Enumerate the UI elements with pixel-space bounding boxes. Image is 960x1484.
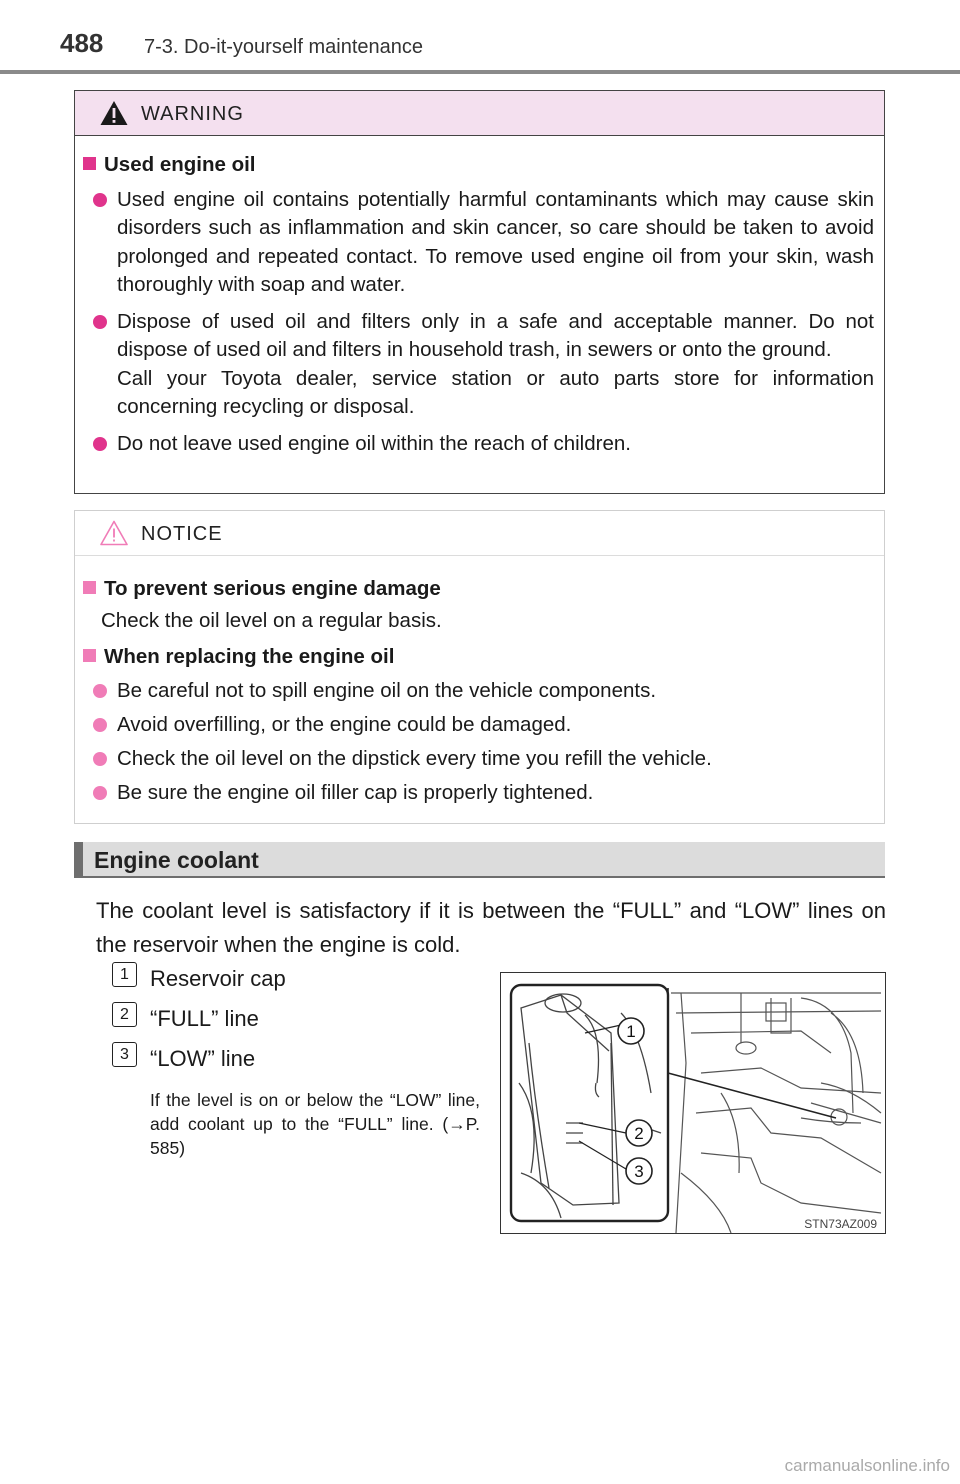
notice-text: Check the oil level on a regular basis. — [101, 609, 442, 632]
notice-bullet: Check the oil level on the dipstick every time you refill the vehicle. — [83, 743, 874, 775]
coolant-reservoir-illustration — [500, 972, 886, 1234]
callout-number: 2 — [112, 1002, 137, 1027]
square-bullet-icon — [83, 157, 96, 170]
callout-label: “FULL” line — [150, 1006, 259, 1031]
notice-bullet: Avoid overfilling, or the engine could be damaged. — [83, 709, 874, 741]
coolant-intro: The coolant level is satisfactory if it is between the “FULL” and “LOW” lines on the reservoir when the engine is cold. — [96, 898, 886, 957]
dot-bullet-icon — [93, 684, 107, 698]
notice-bullet: Be careful not to spill engine oil on the vehicle components. — [83, 675, 874, 707]
notice-box — [74, 510, 885, 824]
figure-callout-3: 3 — [634, 1162, 644, 1181]
square-bullet-icon — [83, 581, 96, 594]
square-bullet-icon — [83, 649, 96, 662]
watermark: carmanualsonline.info — [784, 1456, 950, 1475]
notice-title: NOTICE — [141, 523, 223, 545]
dot-bullet-icon — [93, 718, 107, 732]
notice-subheading: To prevent serious engine damage — [83, 573, 874, 605]
dot-bullet-icon — [93, 752, 107, 766]
notice-bullet: Be sure the engine oil filler cap is properly tightened. — [83, 777, 874, 809]
warning-bullet: Do not leave used engine oil within the reach of children. — [83, 430, 874, 459]
callout-list — [112, 962, 492, 1082]
coolant-note: If the level is on or below the “LOW” line, add coolant up to the “FULL” line. (→P. 585) — [150, 1090, 480, 1158]
notice-triangle-icon — [99, 519, 129, 547]
callout-item — [112, 962, 492, 1002]
page-header — [0, 0, 960, 76]
figure-callout-2: 2 — [634, 1124, 644, 1143]
section-title: 7-3. Do-it-yourself maintenance — [144, 36, 424, 58]
section-heading: Engine coolant — [94, 847, 259, 873]
dot-bullet-icon — [93, 193, 107, 207]
header-divider — [0, 70, 960, 74]
warning-body — [83, 151, 874, 458]
notice-body — [83, 573, 874, 809]
section-heading-bar — [74, 842, 885, 878]
figure-code: STN73AZ009 — [804, 1217, 877, 1231]
warning-bullet: Dispose of used oil and filters only in a safe and acceptable manner. Do not dispose of used oil and filters in household trash, in sewers or onto the ground. Call your Toyota dealer, service station or auto parts store for information concerning recycling or disposal. — [83, 308, 874, 422]
warning-triangle-icon — [99, 99, 129, 127]
page-number: 488 — [60, 28, 104, 58]
dot-bullet-icon — [93, 437, 107, 451]
callout-item — [112, 1002, 492, 1042]
warning-title: WARNING — [141, 103, 244, 125]
warning-bullet: Used engine oil contains potentially harmful contaminants which may cause skin disorders such as inflammation and skin cancer, so care should be taken to avoid prolonged and repeated contact. To remove used engine oil from your skin, wash thoroughly with soap and water. — [83, 186, 874, 300]
dot-bullet-icon — [93, 786, 107, 800]
dot-bullet-icon — [93, 315, 107, 329]
callout-item — [112, 1042, 492, 1082]
engine-bay-drawing — [501, 973, 886, 1234]
warning-subheading: Used engine oil — [83, 151, 874, 180]
callout-label: “LOW” line — [150, 1046, 256, 1071]
notice-header — [75, 511, 884, 556]
notice-subheading: When replacing the engine oil — [83, 641, 874, 673]
figure-callout-1: 1 — [626, 1022, 636, 1041]
callout-number: 3 — [112, 1042, 137, 1067]
callout-number: 1 — [112, 962, 137, 987]
heading-accent — [74, 842, 83, 878]
warning-header — [75, 91, 884, 136]
callout-label: Reservoir cap — [150, 966, 286, 991]
warning-box — [74, 90, 885, 494]
